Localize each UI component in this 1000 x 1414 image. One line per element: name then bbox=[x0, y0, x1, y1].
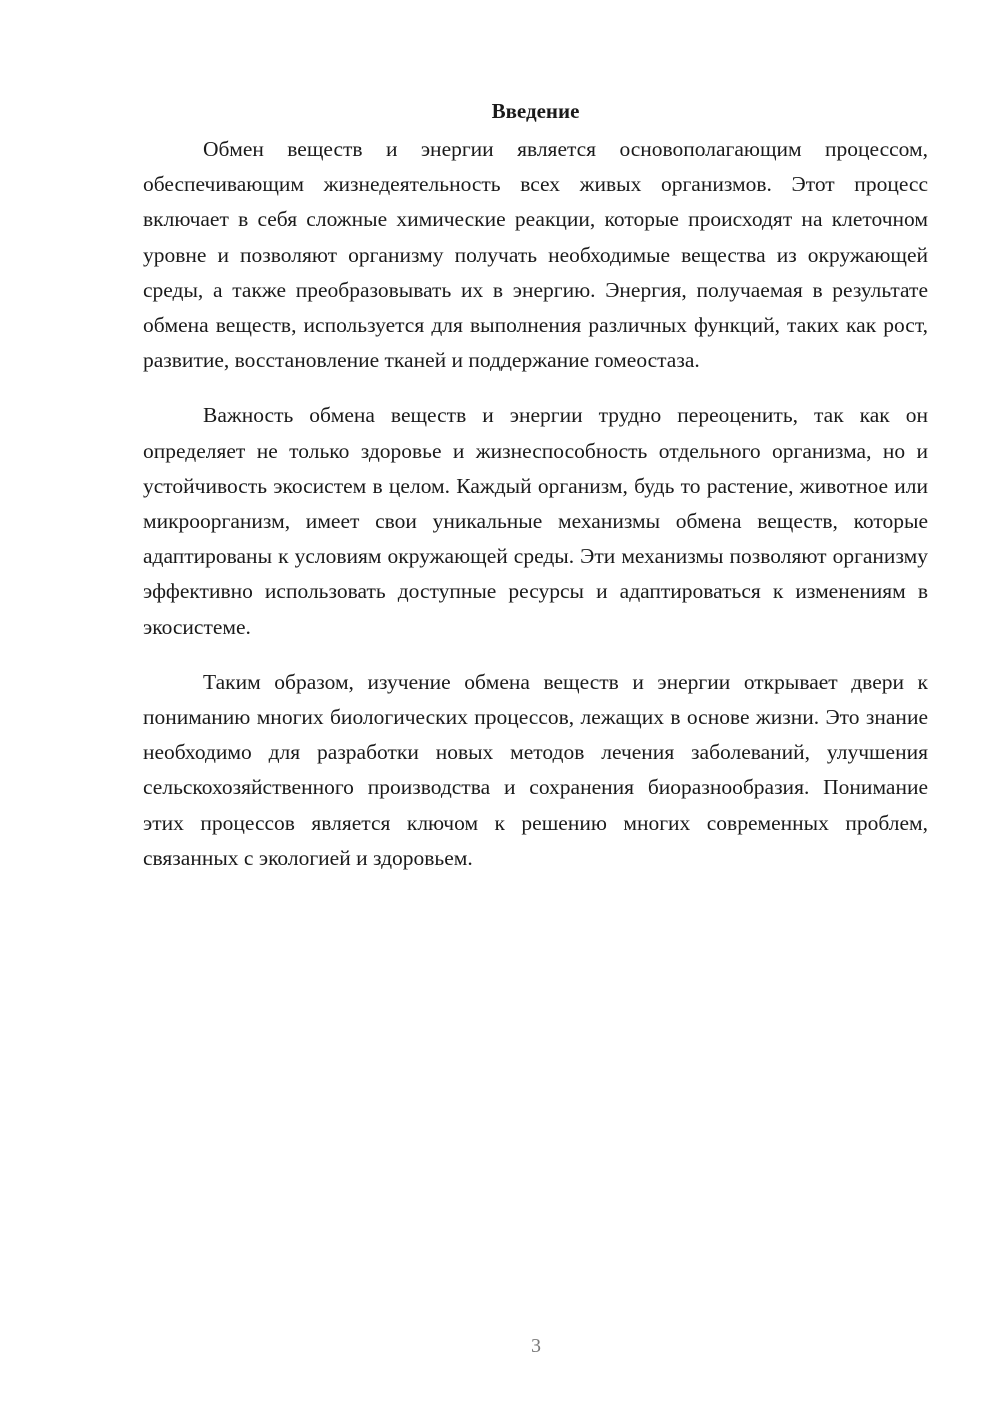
page-content bbox=[143, 96, 928, 896]
paragraph-1: Обмен веществ и энергии является основополагающим процессом, обеспечивающим жизнедеятельность всех живых организмов. Этот процесс включает в себя сложные химические реакции, которые происходят на клеточном уровне и позволяют организму получать необходимые вещества из окружающей среды, а также преобразовывать их в энергию. Энергия, получаемая в результате обмена веществ, используется для выполнения различных функций, таких как рост, развитие, восстановление тканей и поддержание гомеостаза. bbox=[143, 137, 928, 373]
page-number: 3 bbox=[531, 1335, 541, 1357]
section-heading: Введение bbox=[491, 99, 580, 123]
paragraph-2: Важность обмена веществ и энергии трудно переоценить, так как он определяет не только здоровье и жизнеспособность отдельного организма, но и устойчивость экосистем в целом. Каждый организм, будь то растение, животное или микроорганизм, имеет свои уникальные механизмы обмена веществ, которые адаптированы к условиям окружающей среды. Эти механизмы позволяют организму эффективно использовать доступные ресурсы и адаптироваться к изменениям в экосистеме. bbox=[143, 403, 928, 639]
paragraph-3: Таким образом, изучение обмена веществ и энергии открывает двери к пониманию многих биологических процессов, лежащих в основе жизни. Это знание необходимо для разработки новых методов лечения заболеваний, улучшения сельскохозяйственного производства и сохранения биоразнообразия. Понимание этих процессов является ключом к решению многих современных проблем, связанных с экологией и здоровьем. bbox=[143, 669, 928, 870]
